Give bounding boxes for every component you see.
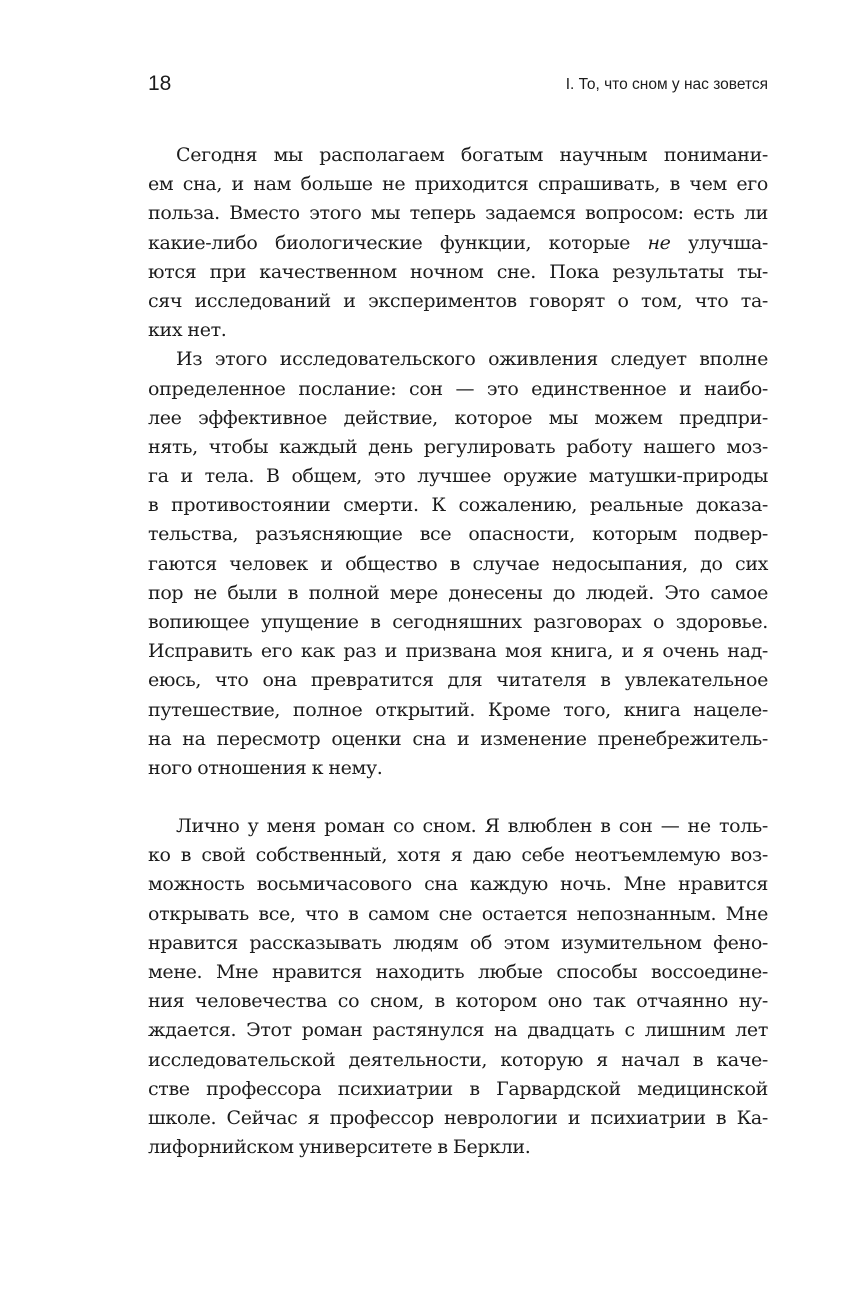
text-line: школе. Сейчас я профессор неврологии и психиатрии в Ка- (148, 1106, 768, 1129)
page-header (148, 70, 768, 100)
text-line: стве профессора психиатрии в Гарвардской медицинской (148, 1077, 768, 1100)
text-line: открывать все, что в самом сне остается непознанным. Мне (148, 902, 768, 925)
text-line: ем сна, и нам больше не приходится спрашивать, в чем его (148, 173, 768, 196)
text-line: можность восьмичасового сна каждую ночь. Мне нравится (148, 873, 768, 896)
text-line: лее эффективное действие, которое мы можем предпри- (148, 406, 768, 429)
text-line: тельства, разъясняющие все опасности, которым подвер- (148, 523, 768, 546)
text-line: нравится рассказывать людям об этом изумительном фено- (148, 931, 768, 954)
text-line: определенное послание: сон — это единственное и наибо- (148, 377, 768, 400)
text-line: вопиющее упущение в сегодняшних разговорах о здоровье. (148, 611, 768, 633)
text-line: путешествие, полное открытий. Кроме того, книга нацеле- (148, 698, 768, 721)
text-line: Сегодня мы располагаем богатым научным понимани- (176, 144, 768, 166)
text-line: мене. Мне нравится находить любые способы воссоедине- (148, 960, 768, 983)
text-line: исследовательской деятельности, которую я начал в каче- (148, 1048, 768, 1071)
text-section-2 (148, 812, 768, 1162)
text-line: пор не были в полной мере донесены до людей. Это самое (148, 581, 768, 604)
text-line: сяч исследований и экспериментов говорят о том, что та- (148, 289, 768, 312)
text-fragment: улучша- (670, 231, 768, 254)
text-line: Из этого исследовательского оживления следует вполне (176, 348, 768, 371)
text-line: польза. Вместо этого мы теперь задаемся вопросом: есть ли (148, 202, 768, 225)
text-line: га и тела. В общем, это лучшее оружие матушки-природы (148, 465, 768, 488)
text-line: ются при качественном ночном сне. Пока результаты ты- (148, 260, 768, 283)
text-section-1 (148, 141, 768, 783)
text-line: в противостоянии смерти. К сожалению, реальные доказа- (148, 494, 768, 517)
text-line: ного отношения к нему. (148, 756, 383, 779)
text-line: Исправить его как раз и призвана моя книга, и я очень над- (148, 640, 768, 663)
paragraph (148, 345, 768, 783)
paragraph (148, 812, 768, 1162)
running-head: I. То, что сном у нас зовется (565, 76, 768, 93)
paragraph (148, 141, 768, 345)
page-number: 18 (148, 72, 172, 95)
text-line: ких нет. (148, 319, 227, 342)
text-line: ко в свой собственный, хотя я даю себе неотъемлемую воз- (148, 844, 768, 867)
text-fragment: какие-либо биологические функции, которые (148, 231, 648, 254)
text-line: Лично у меня роман со сном. Я влюблен в сон — не толь- (176, 815, 768, 837)
text-line (148, 229, 768, 258)
text-line: на на пересмотр оценки сна и изменение пренебрежитель- (148, 727, 768, 750)
text-line: еюсь, что она превратится для читателя в увлекательное (148, 669, 768, 692)
emphasis-text: не (647, 231, 671, 254)
text-line: нять, чтобы каждый день регулировать работу нашего моз- (148, 435, 768, 458)
text-line: ния человечества со сном, в котором оно так отчаянно ну- (148, 990, 768, 1013)
text-line: лифорнийском университете в Беркли. (148, 1136, 531, 1159)
text-line: гаются человек и общество в случае недосыпания, до сих (148, 552, 768, 575)
text-line: ждается. Этот роман растянулся на двадцать с лишним лет (148, 1019, 768, 1042)
